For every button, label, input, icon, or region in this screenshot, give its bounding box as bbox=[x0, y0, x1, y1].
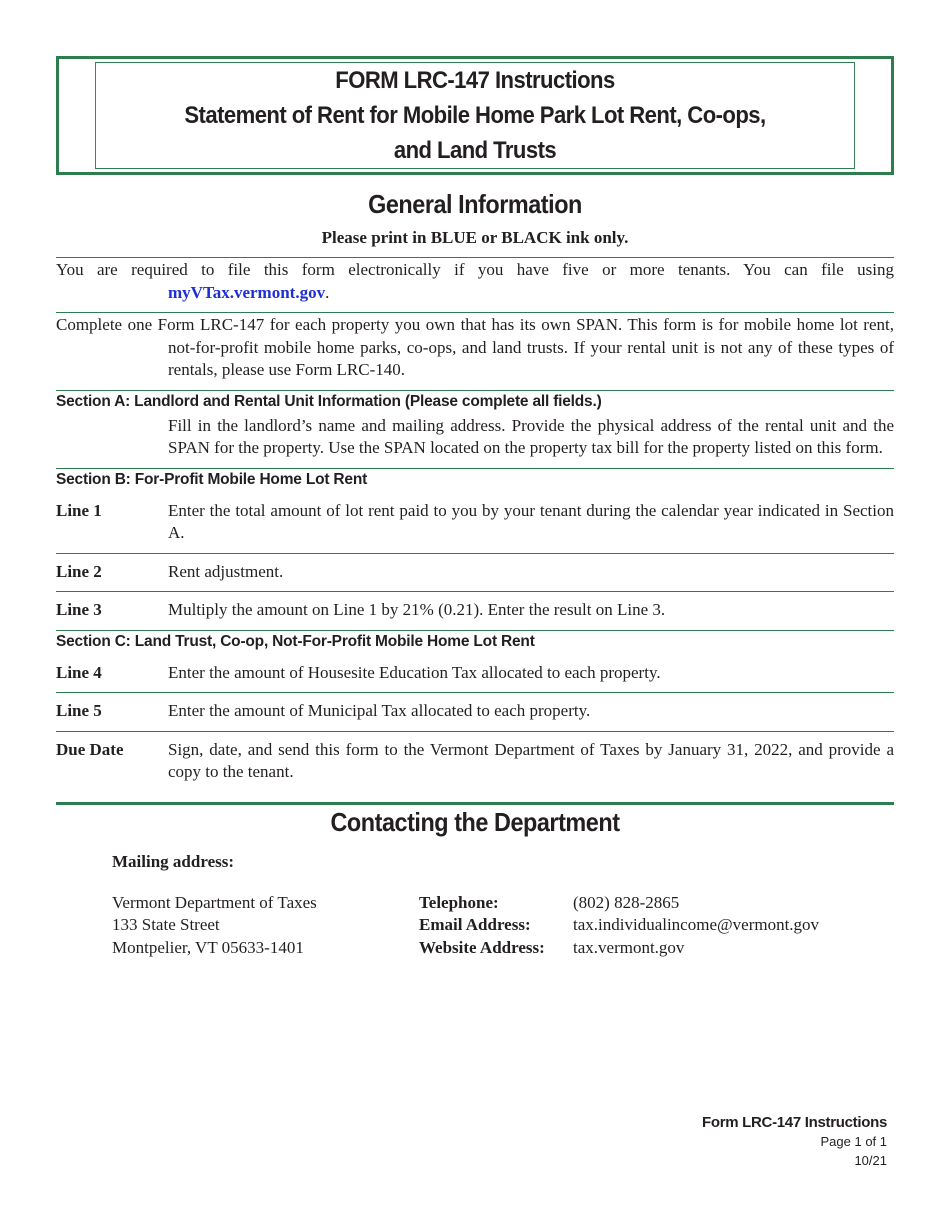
electronic-filing-text: You are required to file this form electronically if you have five or more tenants. You can file using bbox=[56, 260, 894, 279]
mailing-address-label: Mailing address: bbox=[112, 851, 235, 871]
line-label: Line 5 bbox=[56, 701, 102, 720]
complete-form-paragraph: Complete one Form LRC-147 for each property you own that has its own SPAN. This form is for mobile home lot rent, not-for-profit mobile home parks, co-ops, and land trusts. If your rental unit is not any of these types of rentals, please use Form LRC-140. bbox=[56, 315, 894, 379]
electronic-filing-period: . bbox=[325, 282, 330, 302]
line-text: Multiply the amount on Line 1 by 21% (0.21). Enter the result on Line 3. bbox=[168, 600, 666, 619]
ink-note: Please print in BLUE or BLACK ink only. bbox=[321, 228, 629, 247]
title-box bbox=[56, 56, 894, 175]
line-text: Sign, date, and send this form to the Vermont Department of Taxes by January 31, 2022, and provide a copy to the tenant. bbox=[168, 739, 894, 781]
contact-heading: Contacting the Department bbox=[330, 806, 620, 837]
mailing-address bbox=[112, 892, 419, 960]
form-title: FORM LRC-147 Instructions bbox=[335, 67, 615, 94]
electronic-filing-paragraph bbox=[56, 258, 894, 312]
website-value: tax.vermont.gov bbox=[573, 937, 685, 957]
line-2-row bbox=[56, 554, 894, 592]
line-3-row bbox=[56, 592, 894, 630]
line-text: Enter the total amount of lot rent paid to you by your tenant during the calendar year indicated in Section A. bbox=[168, 500, 894, 542]
section-a-text: Fill in the landlord’s name and mailing address. Provide the physical address of the rental unit and the SPAN for the property. Use the SPAN located on the property tax bill for the property listed on this form. bbox=[168, 415, 894, 457]
line-text: Enter the amount of Housesite Education Tax allocated to each property. bbox=[168, 662, 661, 682]
line-1-row bbox=[56, 493, 894, 553]
line-label: Line 4 bbox=[56, 662, 102, 682]
myvtax-link[interactable]: myVTax.vermont.gov bbox=[168, 282, 326, 302]
title-inner bbox=[95, 62, 855, 169]
website-label: Website Address: bbox=[419, 937, 545, 957]
line-label: Line 2 bbox=[56, 561, 102, 581]
line-text: Enter the amount of Municipal Tax allocated to each property. bbox=[168, 701, 591, 720]
document-page bbox=[56, 56, 894, 959]
line-label: Due Date bbox=[56, 739, 124, 759]
footer-form-title: Form LRC-147 Instructions bbox=[701, 1114, 887, 1131]
contact-labels bbox=[419, 892, 573, 960]
contact-values bbox=[573, 892, 894, 960]
due-date-row bbox=[56, 732, 894, 792]
page-footer bbox=[702, 1113, 887, 1170]
line-label: Line 3 bbox=[56, 600, 102, 619]
footer-revision: 10/21 bbox=[854, 1153, 887, 1168]
line-4-row bbox=[56, 655, 894, 693]
address-line: 133 State Street bbox=[112, 915, 220, 934]
email-label: Email Address: bbox=[419, 915, 531, 934]
contact-grid bbox=[112, 892, 894, 960]
contact-divider bbox=[56, 802, 894, 805]
form-subtitle-line2: and Land Trusts bbox=[393, 137, 557, 164]
address-line: Montpelier, VT 05633-1401 bbox=[112, 937, 304, 957]
line-text: Rent adjustment. bbox=[168, 561, 284, 581]
form-subtitle-line1: Statement of Rent for Mobile Home Park Lot Rent, Co-ops, bbox=[184, 102, 766, 129]
email-value: tax.individualincome@vermont.gov bbox=[573, 915, 820, 934]
general-information-heading: General Information bbox=[368, 189, 582, 219]
section-a-heading: Section A: Landlord and Rental Unit Information (Please complete all fields.) bbox=[56, 392, 602, 410]
section-b-heading: Section B: For-Profit Mobile Home Lot Rent bbox=[56, 470, 368, 488]
line-label: Line 1 bbox=[56, 500, 102, 520]
section-c-heading: Section C: Land Trust, Co-op, Not-For-Profit Mobile Home Lot Rent bbox=[56, 632, 535, 650]
footer-page-number: Page 1 of 1 bbox=[820, 1134, 887, 1149]
telephone-value: (802) 828-2865 bbox=[573, 892, 680, 912]
line-5-row bbox=[56, 693, 894, 731]
telephone-label: Telephone: bbox=[419, 892, 499, 912]
address-line: Vermont Department of Taxes bbox=[112, 892, 317, 912]
